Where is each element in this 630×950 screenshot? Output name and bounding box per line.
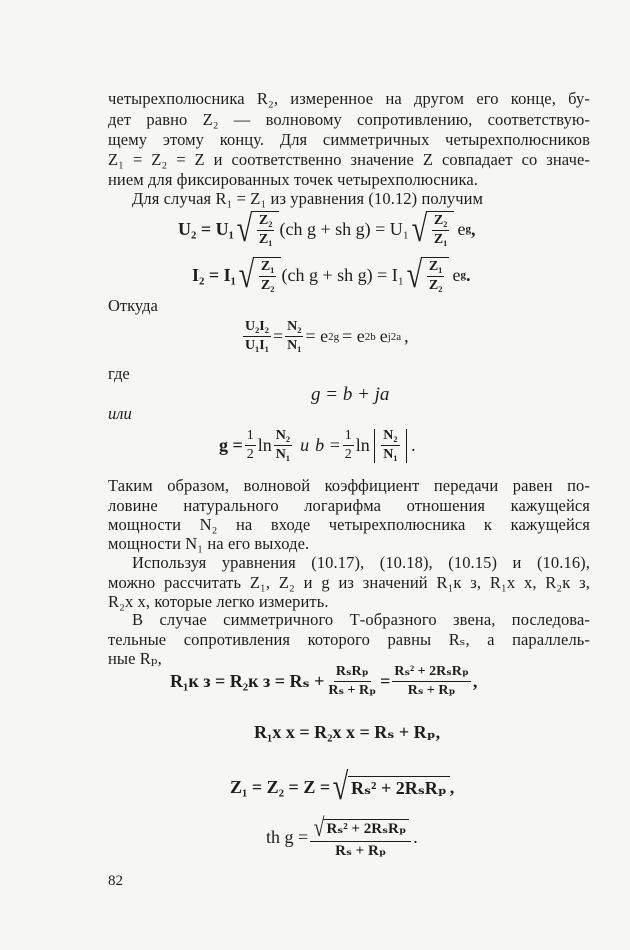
frac-num: 1 [245,428,256,446]
frac-num: N₂ [274,428,292,446]
formula-sup: g [465,223,471,235]
text-line: Таким образом, волновой коэффициент передачи равен по- [108,476,590,495]
sqrt-body: Rₛ² + 2RₛRₚ [323,819,409,837]
frac-den: N₁ [275,447,291,462]
formula-text: , [470,218,476,239]
text-line: ловине натурального логарифма отношения кажущейся [108,496,590,515]
text-line: Для случая R₁ = Z₁ из уравнения (10.12) получим [132,189,484,208]
formula-text: = e [305,326,329,346]
formula-ratio [241,319,409,354]
frac-num: Z₁ [259,259,277,277]
sqrt: √ Rₛ² + 2RₛRₚ [330,768,450,806]
sqrt: √ $\frac{\text{Z₂}}{\text{Z₁}}$ [409,210,454,248]
formula-text: (ch g + sh g) = I₁ [281,264,405,285]
frac-num: 1 [343,428,354,446]
formula-u2 [178,210,475,248]
formula-text: b = [315,435,341,455]
formula-text: = e [342,326,365,346]
formula-text: I₂ = I₁ [192,264,237,285]
text-line: можно рассчитать Z₁, Z₂ и g из значений R₁к з, R₁х х, R₂к з, [108,573,590,592]
text-line: дет равно Z₂ — волновому сопротивлению, соответствую- [108,110,590,129]
formula-text: ln [355,435,370,455]
formula-sup: 2b [364,330,376,343]
frac-den: Z₁ [258,231,273,247]
formula-g [311,384,389,406]
formula-rkz [170,664,477,699]
formula-text: g = b + ja [311,384,390,405]
frac-den: 2 [246,447,254,462]
abs-bar [374,429,376,463]
formula-thg [266,813,418,859]
frac-den: Z₁ [433,231,448,247]
frac-num: √ Rₛ² + 2RₛRₚ [310,816,411,842]
text-line: мощности N₂ на входе четырехполюсника к кажущейся [108,515,590,534]
formula-text: e [452,264,461,285]
formula-sup: j2a [387,330,402,343]
formula-text: th g = [266,827,309,847]
frac-den: Rₛ + Rₚ [335,843,387,859]
frac-den: Z₂ [428,277,443,293]
sqrt: √ $\frac{\text{Z₁}}{\text{Z₂}}$ [404,256,449,294]
frac-den: U₁I₁ [245,338,269,353]
formula-text: U₂ = U₁ [178,218,235,239]
page-number: 82 [108,873,123,889]
frac-den: Rₛ + Rₚ [328,683,377,698]
text-line: нием для фиксированных точек четырехполюсника. [108,170,479,189]
formula-gb [219,428,416,463]
formula-z [230,768,454,806]
text-line: R₂х х, которые легко измерить. [108,592,329,611]
formula-text: ln [257,435,272,455]
frac-num: N₂ [381,428,399,446]
label-ili: или [108,404,132,423]
sqrt: √ $\frac{\text{Z₁}}{\text{Z₂}}$ [236,256,281,294]
frac-num: Z₁ [427,259,445,277]
frac-den: Rₛ + Rₚ [407,683,456,698]
abs-bar [406,429,408,463]
formula-text: Z₁ = Z₂ = Z = [230,776,331,797]
formula-text: R₁к з = R₂к з = Rₛ + [170,671,325,691]
label-otkuda: Откуда [108,296,158,315]
formula-text: и [300,435,310,455]
formula-text: (ch g + sh g) = U₁ [279,218,410,239]
text-line: тельные сопротивления которого равны Rₛ, а параллель- [108,630,590,649]
formula-text: e [457,218,466,239]
formula-text: . [413,827,418,847]
frac-num: RₛRₚ [334,664,371,682]
frac-num: Rₛ² + 2RₛRₚ [392,664,471,682]
label-gde: где [108,364,130,383]
formula-text: , [404,326,409,346]
text-line: ные Rₚ, [108,649,162,668]
frac-num: Z₂ [432,213,450,231]
text-line: четырехполюсника R₂, измеренное на другом его конце, бу- [108,89,590,108]
frac-den: N₁ [287,338,302,353]
formula-text: . [465,264,471,285]
formula-text: = [380,671,391,691]
frac-den: N₁ [383,447,398,462]
formula-text: . [411,435,416,455]
frac-den: Z₂ [260,277,275,293]
formula-text: R₁х х = R₂х х = Rₛ + Rₚ, [254,722,441,742]
formula-sup: g [460,269,466,281]
text-line: В случае симметричного Т-образного звена, последова- [132,610,590,629]
formula-text: = [272,326,284,346]
formula-i2 [192,256,470,294]
text-line: Z₁ = Z₂ = Z и соответственно значение Z совпадает со значе- [108,150,590,169]
frac-den: 2 [344,447,352,462]
formula-text: , [472,671,478,691]
sqrt-body: Rₛ² + 2RₛRₚ [348,776,450,799]
text-line: щему этому концу. Для симметричных четырехполюсников [108,130,590,149]
frac-num: Z₂ [257,213,275,231]
text-line: мощности N₁ на его выходе. [108,534,310,553]
formula-text: g = [219,435,243,455]
formula-text: e [379,326,388,346]
formula-sup: 2g [328,330,340,343]
sqrt: √ $\frac{\text{Z₂}}{\text{Z₁}}$ [234,210,279,248]
frac-num: N₂ [285,319,303,337]
formula-rxx [254,722,440,743]
frac-num: U₂I₂ [243,319,271,337]
formula-text: , [449,776,455,797]
text-line: Используя уравнения (10.17), (10.18), (10.15) и (10.16), [132,553,590,572]
